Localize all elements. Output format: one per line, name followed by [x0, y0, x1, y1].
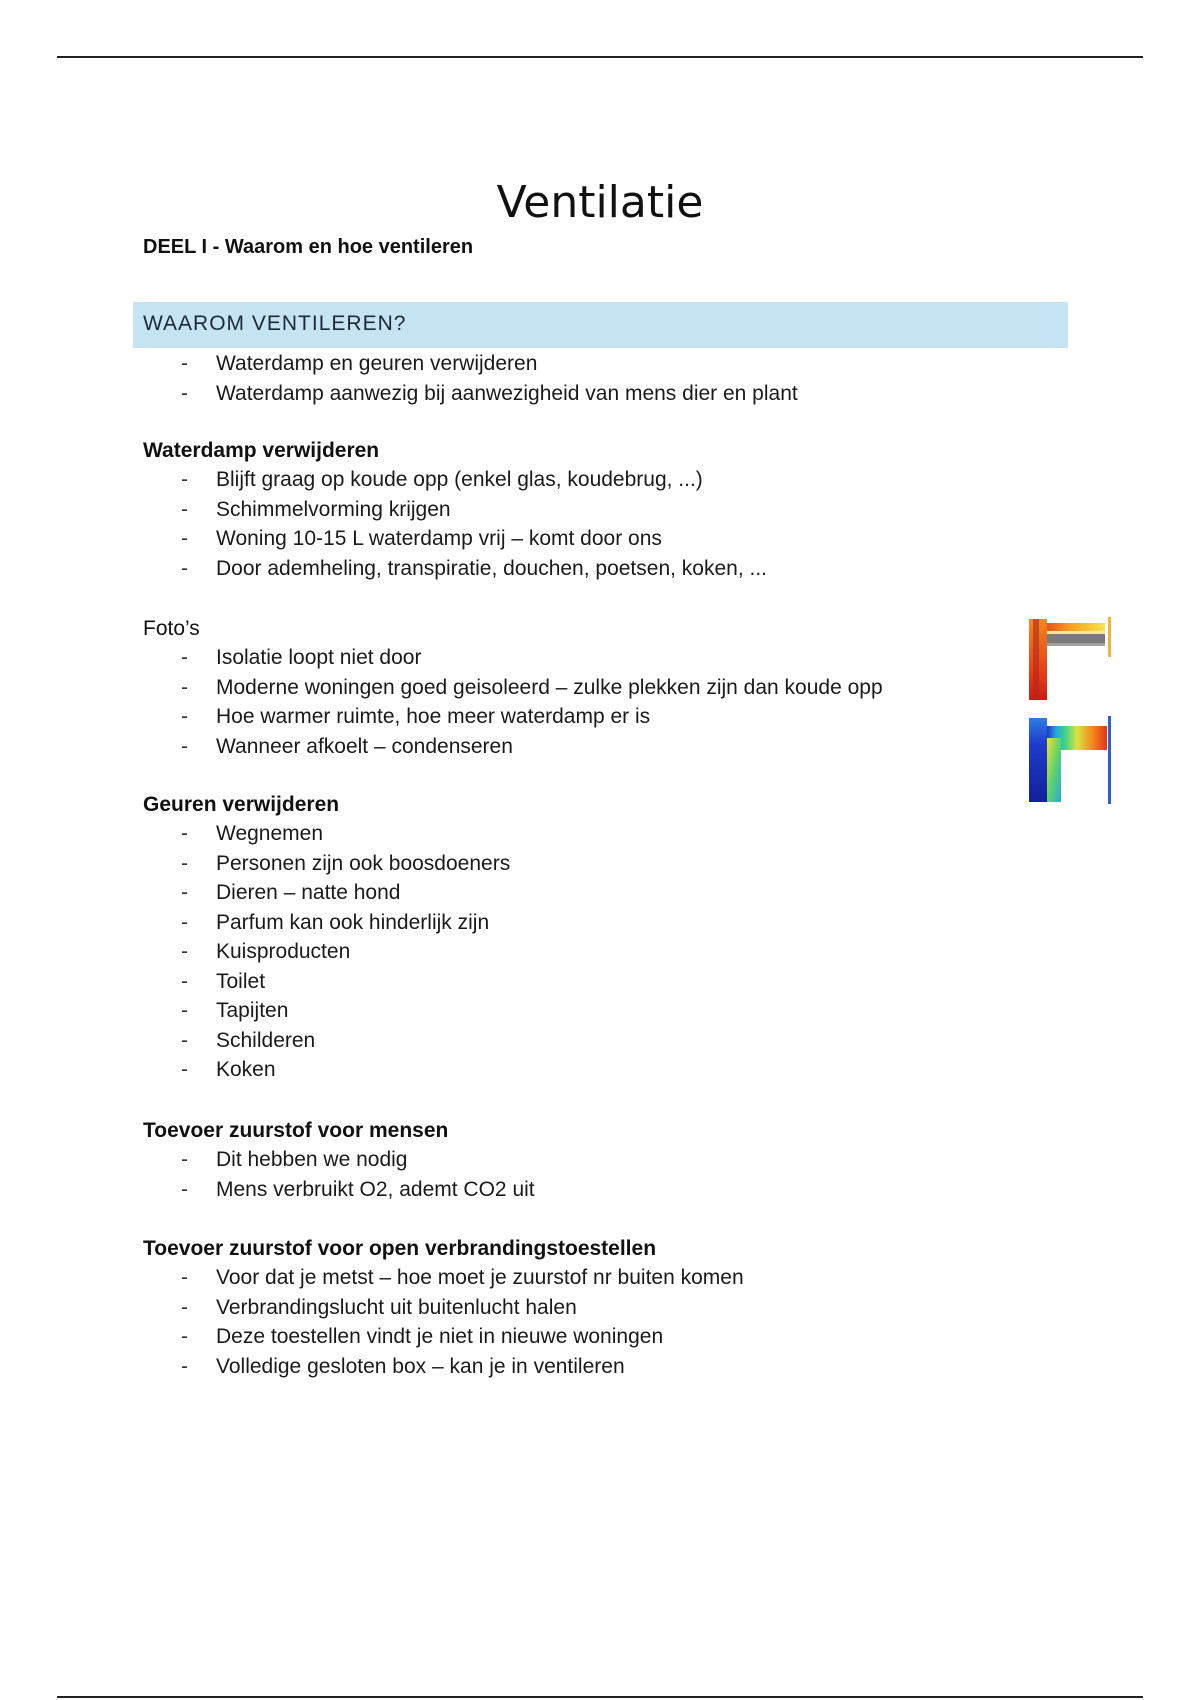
- list-item: - Isolatie loopt niet door: [143, 643, 883, 673]
- zuurstof-mensen-section: [143, 1117, 535, 1204]
- bullet-dash: -: [181, 1325, 188, 1348]
- list-item: - Koken: [143, 1055, 510, 1085]
- intro-list: [143, 349, 798, 408]
- section-banner: [133, 302, 1068, 348]
- list-item: - Toilet: [143, 967, 510, 997]
- zuurstof-toestellen-list: [143, 1263, 744, 1381]
- bullet-dash: -: [181, 881, 188, 904]
- list-item: - Voor dat je metst – hoe moet je zuurstof nr buiten komen: [143, 1263, 744, 1293]
- bullet-dash: -: [181, 1148, 188, 1171]
- list-item: - Waterdamp aanwezig bij aanwezigheid van mens dier en plant: [143, 379, 798, 409]
- bullet-dash: -: [181, 352, 188, 375]
- section-heading: Foto’s: [143, 617, 200, 640]
- list-item: - Wegnemen: [143, 819, 510, 849]
- bullet-dash: -: [181, 822, 188, 845]
- bullet-dash: -: [181, 734, 188, 758]
- bullet-dash: -: [181, 1177, 188, 1201]
- bullet-dash: -: [181, 940, 188, 963]
- bullet-dash: -: [181, 1295, 188, 1319]
- fotos-list: [143, 643, 883, 761]
- zuurstof-toestellen-section: [143, 1235, 744, 1381]
- bullet-dash: -: [181, 1266, 188, 1289]
- list-item: - Waterdamp en geuren verwijderen: [143, 349, 798, 379]
- list-item: - Blijft graag op koude opp (enkel glas, koudebrug, ...): [143, 465, 767, 495]
- geuren-section: [143, 791, 510, 1085]
- list-item: - Personen zijn ook boosdoeners: [143, 849, 510, 879]
- section-heading: Waterdamp verwijderen: [143, 439, 380, 462]
- list-item: - Hoe warmer ruimte, hoe meer waterdamp er is: [143, 702, 883, 732]
- geuren-list: [143, 819, 510, 1085]
- section-heading: Geuren verwijderen: [143, 793, 340, 816]
- bullet-dash: -: [181, 851, 188, 875]
- thermal-image-corner-insulated: [1028, 716, 1114, 804]
- list-item: - Deze toestellen vindt je niet in nieuwe woningen: [143, 1322, 744, 1352]
- part-heading: DEEL I - Waarom en hoe ventileren: [143, 236, 474, 258]
- top-rule: [57, 56, 1143, 58]
- bullet-dash: -: [181, 999, 188, 1022]
- bottom-rule: [57, 1696, 1143, 1698]
- thermal-image-corner-uninsulated: [1028, 617, 1114, 702]
- list-item: - Tapijten: [143, 996, 510, 1026]
- fotos-section: [143, 615, 883, 761]
- list-item: - Verbrandingslucht uit buitenlucht halen: [143, 1293, 744, 1323]
- bullet-dash: -: [181, 675, 188, 699]
- intro-block: [143, 349, 798, 408]
- bullet-dash: -: [181, 497, 188, 521]
- bullet-dash: -: [181, 381, 188, 405]
- page-title: Ventilatie: [496, 177, 704, 229]
- bullet-dash: -: [181, 527, 188, 550]
- list-item: - Schilderen: [143, 1026, 510, 1056]
- bullet-dash: -: [181, 646, 188, 669]
- bullet-dash: -: [181, 556, 188, 580]
- list-item: - Dieren – natte hond: [143, 878, 510, 908]
- zuurstof-mensen-list: [143, 1145, 535, 1204]
- section-banner-label: WAAROM VENTILEREN?: [143, 312, 407, 335]
- waterdamp-list: [143, 465, 767, 583]
- list-item: - Dit hebben we nodig: [143, 1145, 535, 1175]
- bullet-dash: -: [181, 910, 188, 934]
- bullet-dash: -: [181, 468, 188, 491]
- section-heading: Toevoer zuurstof voor open verbrandingstoestellen: [143, 1237, 657, 1260]
- list-item: - Woning 10-15 L waterdamp vrij – komt door ons: [143, 524, 767, 554]
- bullet-dash: -: [181, 705, 188, 728]
- bullet-dash: -: [181, 1028, 188, 1052]
- list-item: - Moderne woningen goed geisoleerd – zulke plekken zijn dan koude opp: [143, 673, 883, 703]
- list-item: - Mens verbruikt O2, ademt CO2 uit: [143, 1175, 535, 1205]
- waterdamp-section: [143, 437, 767, 583]
- bullet-dash: -: [181, 1058, 188, 1081]
- list-item: - Door ademheling, transpiratie, douchen, poetsen, koken, ...: [143, 554, 767, 584]
- bullet-dash: -: [181, 969, 188, 993]
- list-item: - Schimmelvorming krijgen: [143, 495, 767, 525]
- list-item: - Parfum kan ook hinderlijk zijn: [143, 908, 510, 938]
- list-item: - Volledige gesloten box – kan je in ventileren: [143, 1352, 744, 1382]
- section-heading: Toevoer zuurstof voor mensen: [143, 1119, 449, 1142]
- list-item: - Wanneer afkoelt – condenseren: [143, 732, 883, 762]
- bullet-dash: -: [181, 1354, 188, 1378]
- list-item: - Kuisproducten: [143, 937, 510, 967]
